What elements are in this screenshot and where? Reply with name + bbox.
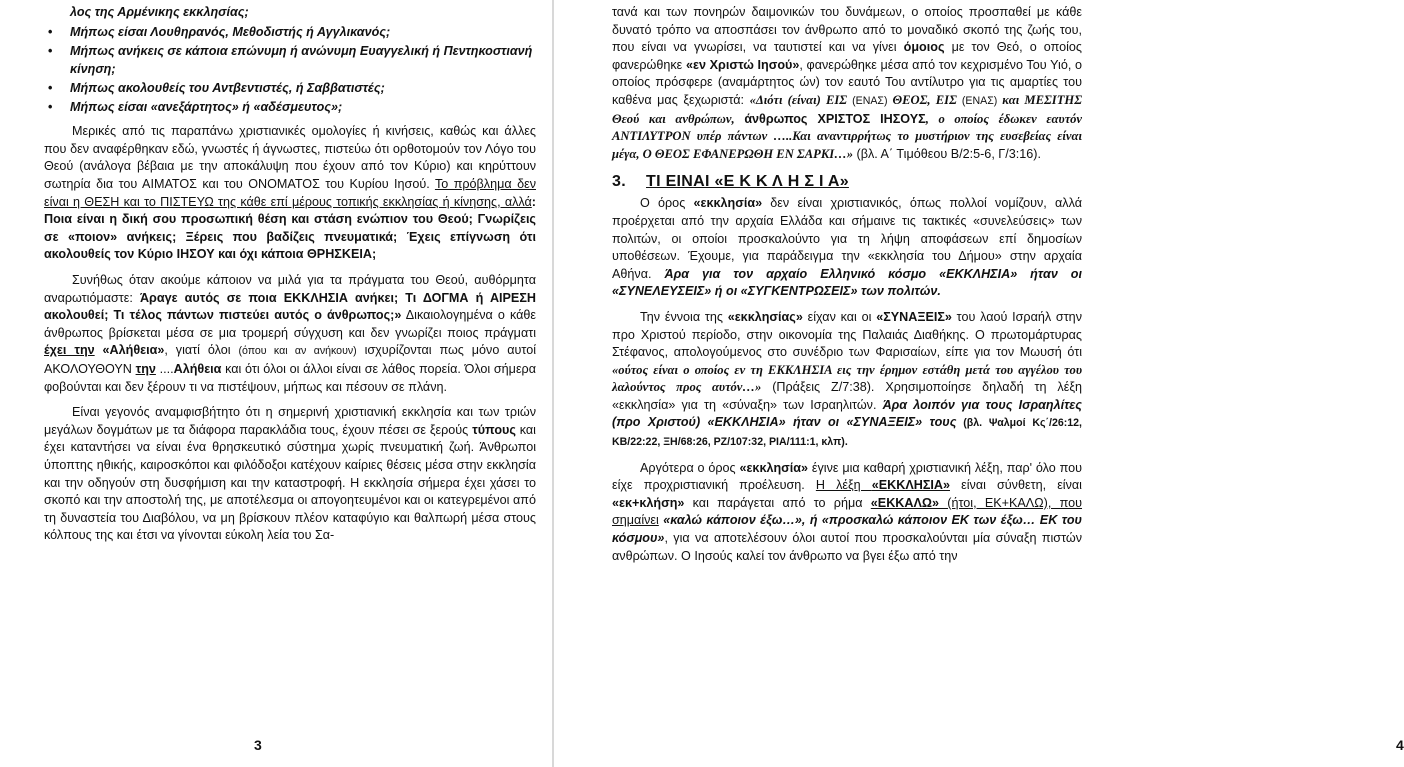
bullet-dot-icon: •	[48, 25, 53, 40]
page-right	[556, 0, 1404, 767]
bullet-continuation: λος της Αρμένικης εκκλησίας;	[70, 5, 249, 19]
section-title: ΤΙ ΕΙΝΑΙ «Ε Κ Κ Λ Η Σ Ι Α»	[646, 173, 849, 191]
paragraph: Συνήθως όταν ακούμε κάποιον να μιλά για τα πράγματα του Θεού, αυθόρμητα αναρωτιόμαστε: Άραγε αυτός σε ποια ΕΚΚΛΗΣΙΑ ανήκει; Τι ΔΟΓΜΑ ή ΑΙΡΕΣΗ ακολουθεί; Τι τέλος πάντων πιστεύει αυτός ο άνθρωπος;» Δικαιολογημένα ο κάθε άνθρωπος βρίσκεται μέσα σε μια τρομερή σύγχυση και δεν γνωρίζει ποιος πράγματι έχει την «Αλήθεια», γιατί όλοι (όπου και αν ανήκουν) ισχυρίζονται πως μόνο αυτοί ΑΚΟΛΟΥΘΟΥΝ την ....Αλήθεια και ότι όλοι οι άλλοι είναι σε λάθος πορεία. Όλοι σήμερα φοβούνται και δεν ξέρουν τι να πιστέψουν, μήπως και πέσουν σε πλάνη.	[44, 272, 537, 394]
page-number: 4	[1396, 737, 1404, 753]
page-left	[0, 0, 548, 767]
list-item: • Μήπως ακολουθείς του Αντβεντιστές, ή Σαββατιστές;	[44, 80, 536, 97]
list-item: • Μήπως ανήκεις σε κάποια επώνυμη ή ανώνυμη Ευαγγελική ή Πεντηκοστιανή κίνηση;	[48, 44, 533, 76]
list-item: • Μήπως είσαι «ανεξάρτητος» ή «αδέσμευτος»;	[44, 99, 536, 116]
paragraph: Είναι γεγονός αναμφισβήτητο ότι η σημερινή χριστιανική εκκλησία και των τριών μεγάλων δογμάτων με τα διάφορα παρακλάδια τους, έχουν πέσει σε ξερούς τύπους και έχει καταντήσει να είναι ένα θρησκευτικό σύστημα χωρίς πνευματική ζωή. Άνθρωποι ύποπτης ηθικής, καιροσκόποι και φιλόδοξοι κατέχουν καίριες θέσεις μέσα στην εκκλησία και την οδηγούν στη δυσφήμιση και την καταστροφή. Η εκκλησία σήμερα έχει χάσει το σκοπό και την αποστολή της, με αποτέλεσμα οι απογοητευμένοι και οι κατεγρεμένοι από τη δυναστεία του Διαβόλου, να μη βρίσκουν πλέον καταφύγιο και θαλπωρή μέσα στους κόλπους της και έτσι να γίνονται εύκολη λεία του Σα-	[44, 405, 536, 543]
section-heading	[612, 173, 1082, 191]
bullet-dot-icon: •	[48, 44, 53, 59]
bullet-list	[44, 24, 536, 116]
paragraph: τανά και των πονηρών δαιμονικών του δυνάμεων, ο οποίος προσπαθεί με κάθε δυνατό τρόπο να αποσπάσει τον άνθρωπο από το μοναδικό σκοπό της ζωής του, που είναι να γνωρίσει, να ταυτιστεί και να γίνει όμοιος με τον Θεό, ο οποίος φανερώθηκε «εν Χριστώ Ιησού», φανερώθηκε μέσα από τον κεχρισμένο Του Υιό, ο οποίος πρόσφερε (αναμάρτητος ών) τον εαυτό Του αντίλυτρο για τις αμαρτίες του καθένα μας ξεχωριστά: «Διότι (είναι) ΕΙΣ (ΕΝΑΣ) ΘΕΟΣ, ΕΙΣ (ΕΝΑΣ) και ΜΕΣΙΤΗΣ Θεού και ανθρώπων, άνθρωπος ΧΡΙΣΤΟΣ ΙΗΣΟΥΣ, ο οποίος έδωκεν εαυτόν ΑΝΤΙΛΥΤΡΟΝ υπέρ πάντων …..Και αναντιρρήτως το μυστήριον της ευσεβείας είναι μέγα, Ο ΘΕΟΣ ΕΦΑΝΕΡΩΘΗ ΕΝ ΣΑΡΚΙ…» (βλ. Α΄ Τιμόθεου Β/2:5-6, Γ/3:16).	[612, 5, 1083, 161]
bullet-dot-icon: •	[48, 100, 53, 115]
bullet-dot-icon: •	[48, 80, 53, 95]
paragraph: Αργότερα ο όρος «εκκλησία» έγινε μια καθαρή χριστιανική λέξη, παρ' όλο που είχε προχριστιανική προέλευση. Η λέξη «ΕΚΚΛΗΣΙΑ» είναι σύνθετη, είναι «εκ+κλήση» και παράγεται από το ρήμα «ΕΚΚΑΛΩ» (ήτοι, ΕΚ+ΚΑΛΩ), που σημαίνει «καλώ κάποιον έξω…», ή «προσκαλώ κάποιον ΕΚ των έξω… ΕΚ του κόσμου», για να αποτελέσουν όλοι αυτοί που προσκαλούνται μία σύναξη πιστών ανθρώπων. Ο Ιησούς καλεί τον άνθρωπο να βγει έξω από την	[612, 460, 1083, 563]
paragraph: Μερικές από τις παραπάνω χριστιανικές ομολογίες ή κινήσεις, καθώς και άλλες που δεν αναφέρθηκαν εδώ, γνωστές ή άγνωστες, πιστεύω ότι ορθοτομούν τον Λόγο του Θεού (ανάλογα βέβαια με την αποκάλυψη που έχουν από τον Κύριο) και κηρύττουν σωτηρία δια του ΑΙΜΑΤΟΣ και του ΟΝΟΜΑΤΟΣ του Κυρίου Ιησού. Το πρόβλημα δεν είναι η ΘΕΣΗ και το ΠΙΣΤΕΥΩ της κάθε επί μέρους τοπικής εκκλησίας ή κίνησης, αλλά: Ποια είναι η δική σου προσωπική θέση και στάση ενώπιον του Θεού; Γνωρίζεις σε «ποιον» ανήκεις; Ξέρεις που βαδίζεις πνευματικά; Έχεις επίγνωση ότι ακολουθείς τον Κύριο ΙΗΣΟΥ και όχι κάποια ΘΡΗΣΚΕΙΑ;	[44, 124, 536, 262]
list-item: • Μήπως είσαι Λουθηρανός, Μεθοδιστής ή Αγγλικανός;	[44, 24, 536, 41]
section-number: 3.	[612, 173, 626, 191]
paragraph: Την έννοια της «εκκλησίας» είχαν και οι «ΣΥΝΑΞΕΙΣ» του λαού Ισραήλ στην προ Χριστού περίοδο, στην οικονομία της Παλαιάς Διαθήκης. Ο πρωτομάρτυρας Στέφανος, απολογούμενος στο συνέδριο των Φαρισαίων, είπε για τον Μωυσή ότι «ούτος είναι ο οποίος εν τη ΕΚΚΛΗΣΙΑ εις την έρημον εστάθη μετά του αγγέλου του λαλούντος προς αυτόν…» (Πράξεις Ζ/7:38). Χρησιμοποίησε δηλαδή τη λέξη «εκκλησία» για τη «σύναξη» των Ισραηλιτών. Άρα λοιπόν για τους Ισραηλίτες (προ Χριστού) «ΕΚΚΛΗΣΙΑ» ήταν οι «ΣΥΝΑΞΕΙΣ» τους (βλ. Ψαλμοί Κς΄/26:12, ΚΒ/22:22, ΞΗ/68:26, ΡΖ/107:32, ΡΙΑ/111:1, κλπ).	[612, 309, 1082, 449]
page-number: 3	[254, 737, 262, 753]
paragraph: Ο όρος «εκκλησία» δεν είναι χριστιανικός, όπως πολλοί νομίζουν, αλλά προέρχεται από την αρχαία Ελλάδα και σήμαινε τις τακτικές «συνελεύσεις» των πολιτών, οι οποίοι προσκαλούντο για τη λήψη αποφάσεων επί δημοσίων υποθέσεων. Έχουμε, για παράδειγμα την «εκκλησία του Δήμου» στην αρχαία Αθήνα. Άρα για τον αρχαίο Ελληνικό κόσμο «ΕΚΚΛΗΣΙΑ» ήταν οι «ΣΥΝΕΛΕΥΣΕΙΣ» ή οι «ΣΥΓΚΕΝΤΡΩΣΕΙΣ» των πολιτών.	[612, 196, 1082, 299]
page-gutter	[552, 0, 554, 767]
